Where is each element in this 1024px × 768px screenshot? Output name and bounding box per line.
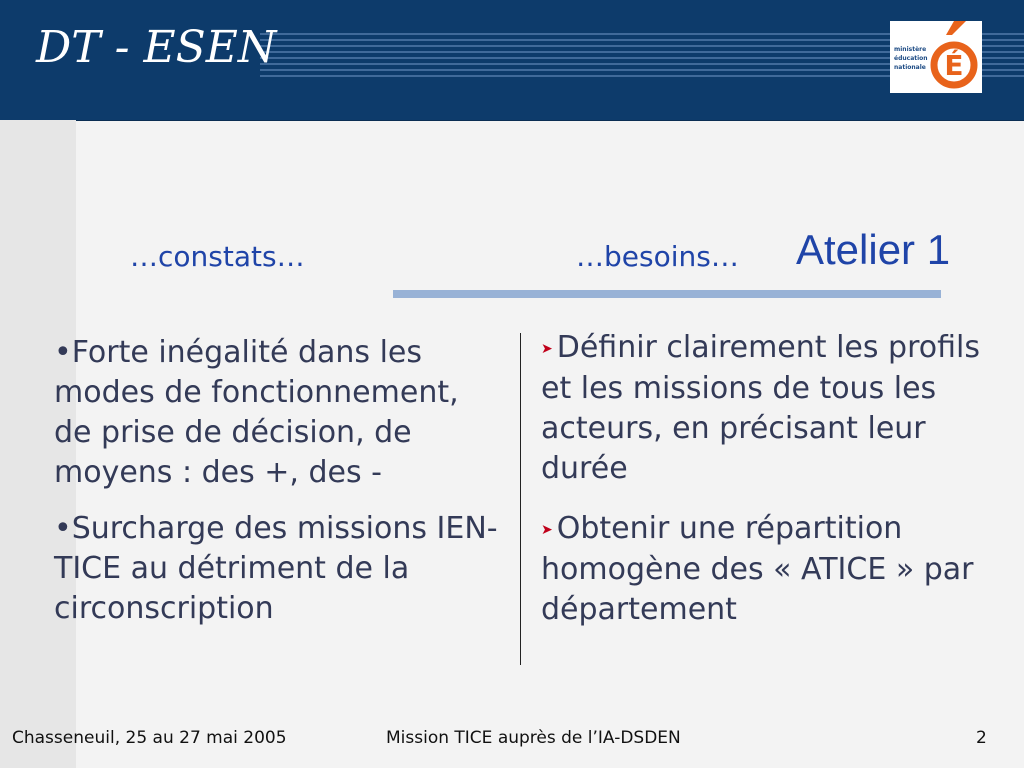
besoins-list bbox=[541, 328, 991, 650]
constats-list bbox=[54, 333, 504, 645]
logo-letter: É bbox=[944, 49, 964, 82]
besoins-item-text: Obtenir une répartition homogène des « ATICE » par département bbox=[541, 511, 974, 627]
logo-line-2: éducation bbox=[894, 55, 928, 62]
arrow-bullet-icon: ➤ bbox=[541, 522, 553, 538]
besoins-item-text: Définir clairement les profils et les missions de tous les acteurs, en précisant leur durée bbox=[541, 330, 980, 486]
header-title: DT - ESEN bbox=[36, 22, 277, 73]
constats-item: •Surcharge des missions IEN-TICE au détriment de la circonscription bbox=[54, 511, 498, 626]
logo-line-3: nationale bbox=[894, 64, 926, 71]
column-divider bbox=[520, 333, 521, 665]
constats-item: •Forte inégalité dans les modes de fonctionnement, de prise de décision, de moyens : des +, des - bbox=[54, 335, 459, 490]
footer-date-location: Chasseneuil, 25 au 27 mai 2005 bbox=[12, 728, 287, 748]
heading-besoins: …besoins… bbox=[576, 240, 739, 273]
slide-title: Atelier 1 bbox=[796, 226, 951, 273]
heading-constats: …constats… bbox=[130, 240, 305, 273]
title-rule bbox=[393, 290, 941, 298]
ministere-education-nationale-logo bbox=[890, 21, 982, 93]
logo-e-icon bbox=[930, 21, 982, 93]
page-number: 2 bbox=[976, 728, 987, 748]
besoins-item bbox=[541, 328, 991, 489]
besoins-item bbox=[541, 509, 991, 630]
footer-title: Mission TICE auprès de l’IA-DSDEN bbox=[386, 728, 681, 748]
arrow-bullet-icon: ➤ bbox=[541, 341, 553, 357]
logo-line-1: ministère bbox=[894, 46, 927, 53]
header-banner bbox=[0, 0, 1024, 121]
